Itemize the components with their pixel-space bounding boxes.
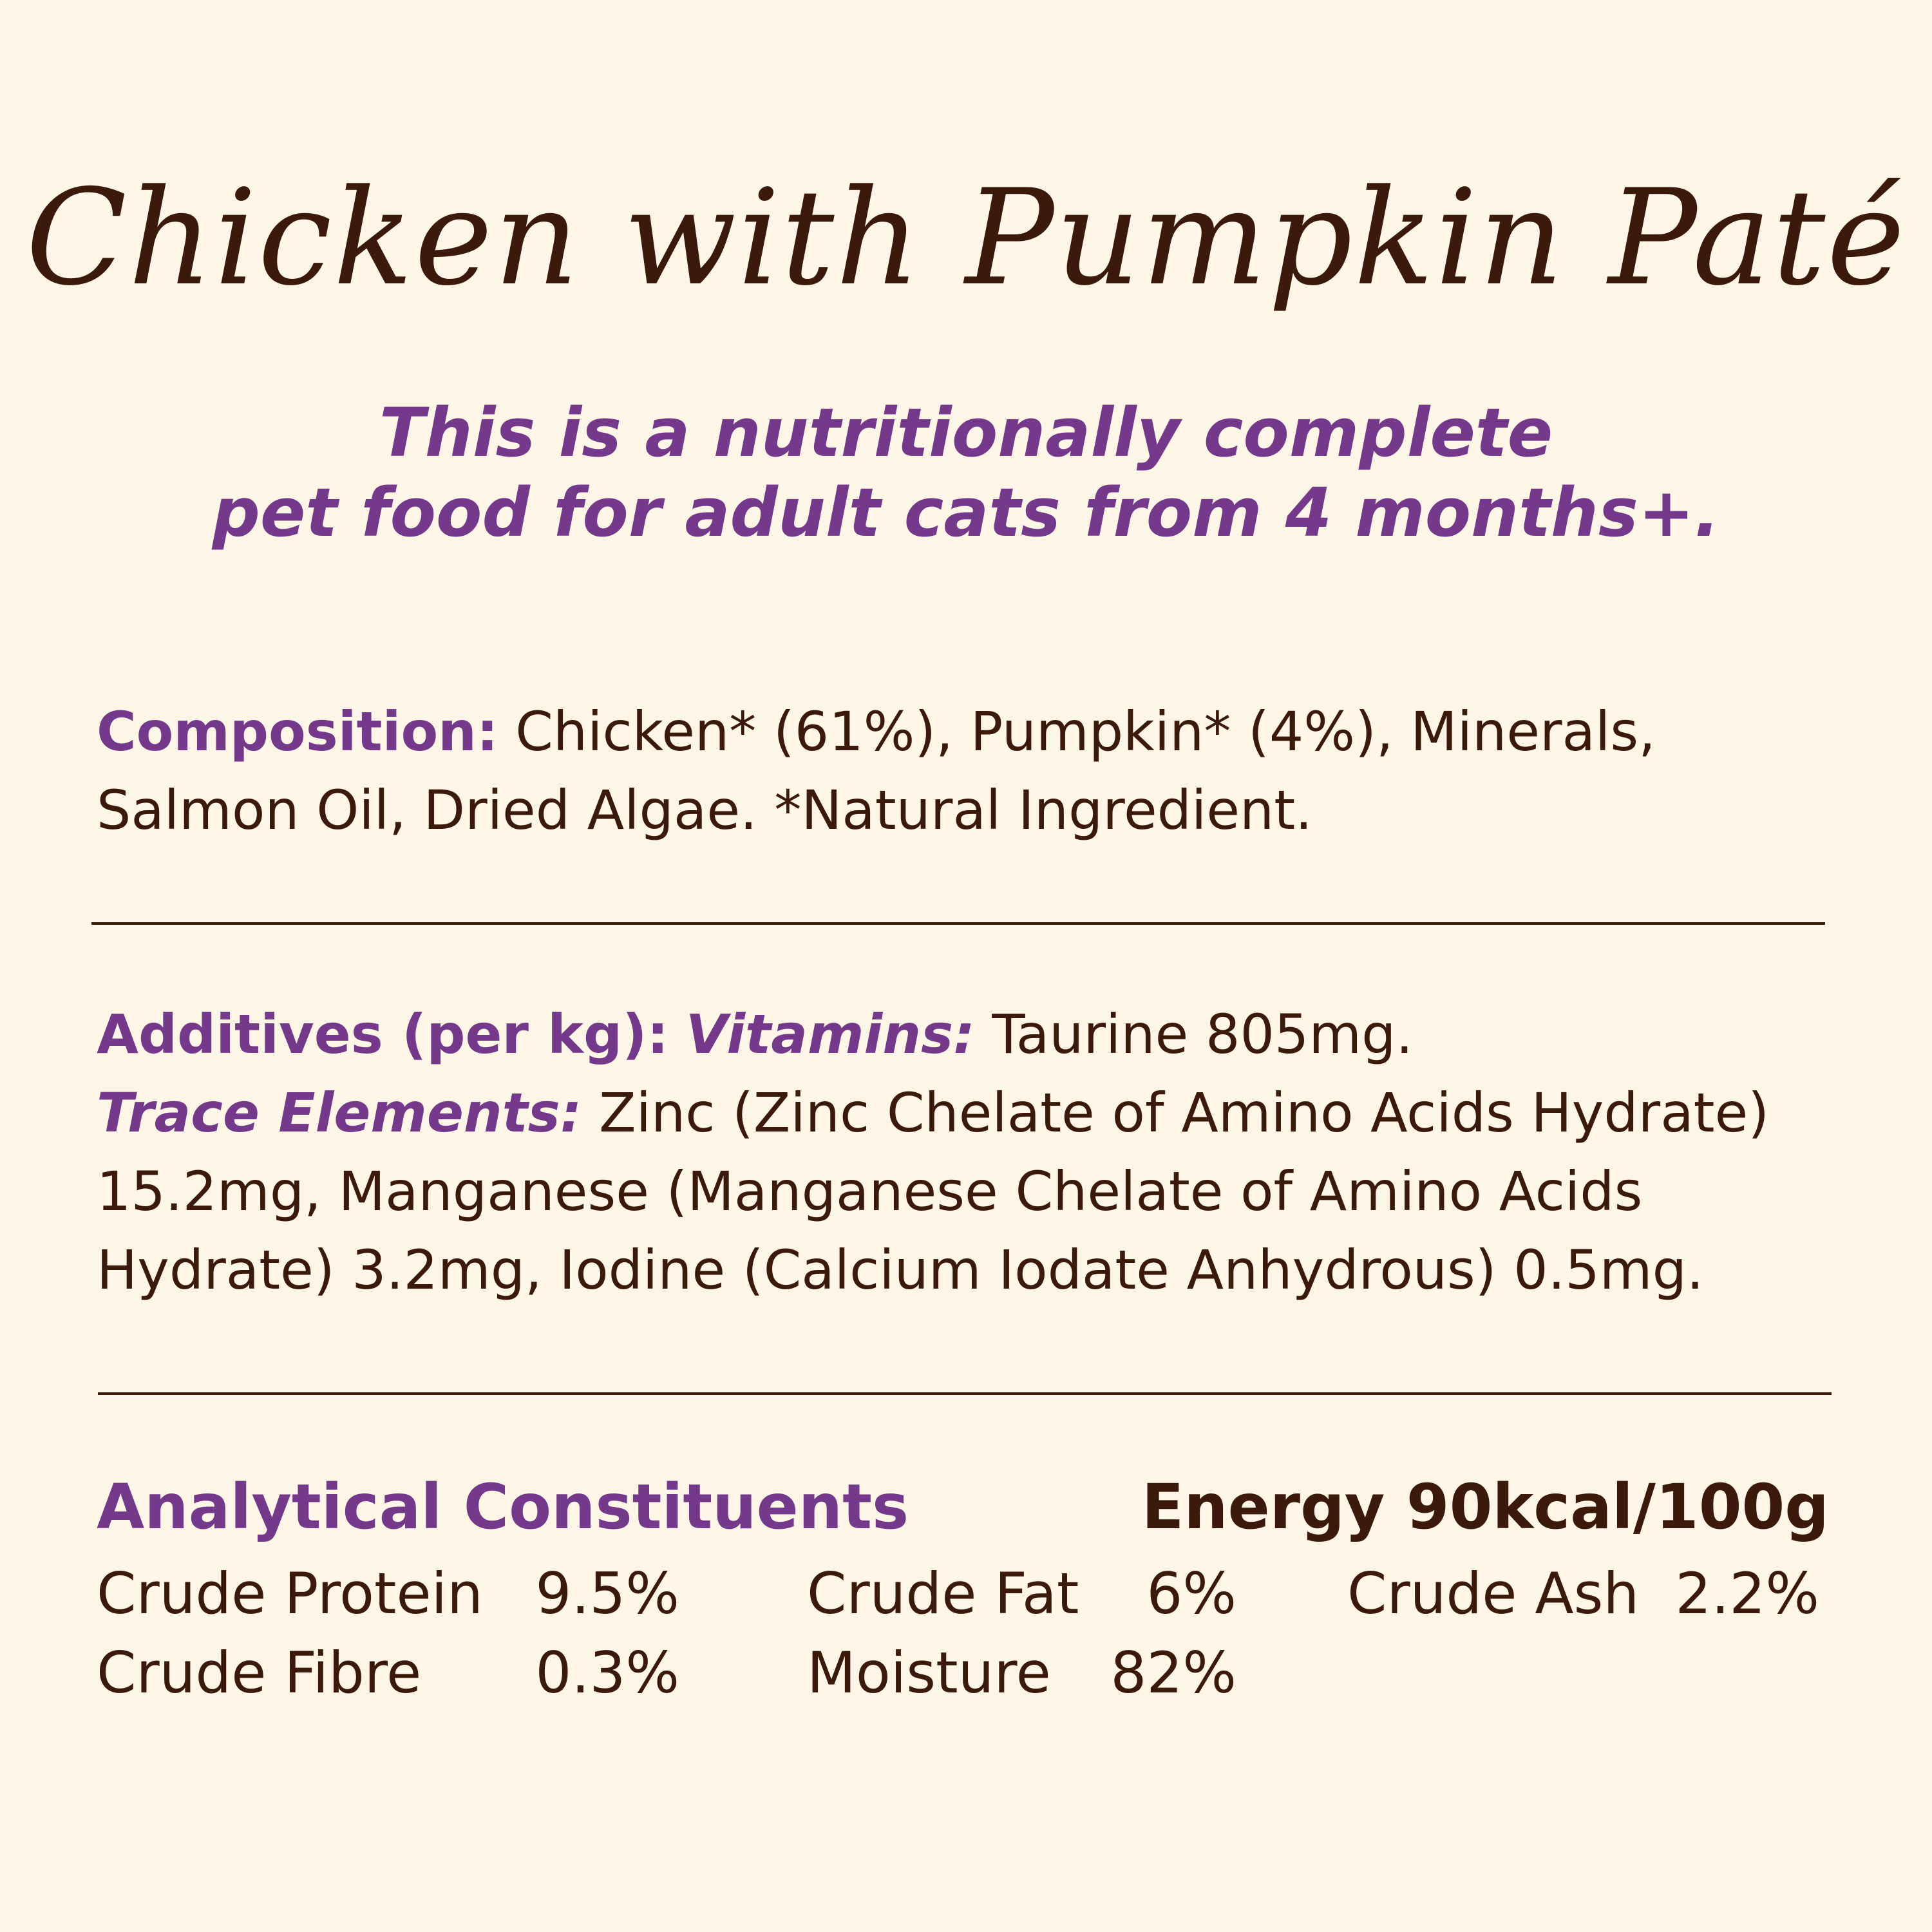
analytical-constituents-heading: Analytical Constituents [97, 1471, 909, 1543]
composition-section [97, 692, 1848, 849]
product-subtitle [0, 393, 1932, 553]
vitamins-label: Vitamins: [685, 1003, 975, 1066]
product-title: Chicken with Pumpkin Paté [26, 162, 1906, 315]
energy-value: Energy 90kcal/100g [1141, 1471, 1829, 1543]
trace-elements-text: Zinc (Zinc Chelate of Amino Acids Hydrate) 15.2mg, Manganese (Manganese Chelate of Amino Acids Hydrate) 3.2mg, Iodine (Calcium Iodate Anhydrous) 0.5mg. [97, 1081, 1770, 1302]
constituent-name: Crude Fibre [97, 1640, 422, 1706]
divider-2 [98, 1392, 1832, 1395]
additives-label: Additives (per kg): [97, 1003, 669, 1066]
constituent-value: 2.2% [1675, 1560, 1819, 1627]
constituent-name: Moisture [807, 1640, 1051, 1706]
constituent-value: 9.5% [535, 1560, 679, 1627]
additives-section [97, 995, 1848, 1309]
constituent-name: Crude Protein [97, 1560, 483, 1627]
constituent-name: Crude Ash [1347, 1560, 1640, 1627]
subtitle-line-1: This is a nutritionally complete [379, 393, 1553, 472]
trace-elements-label: Trace Elements: [97, 1081, 582, 1144]
constituent-name: Crude Fat [807, 1560, 1079, 1627]
subtitle-line-2: pet food for adult cats from 4 months+. [212, 473, 1720, 552]
vitamins-text: Taurine 805mg. [974, 1003, 1414, 1066]
constituent-value: 6% [1146, 1560, 1236, 1627]
constituent-value: 0.3% [535, 1640, 679, 1706]
constituent-value: 82% [1110, 1640, 1236, 1706]
composition-text: Chicken* (61%), Pumpkin* (4%), Minerals, Salmon Oil, Dried Algae. *Natural Ingredient. [97, 700, 1656, 842]
composition-label: Composition: [97, 700, 498, 763]
divider-1 [91, 922, 1825, 925]
